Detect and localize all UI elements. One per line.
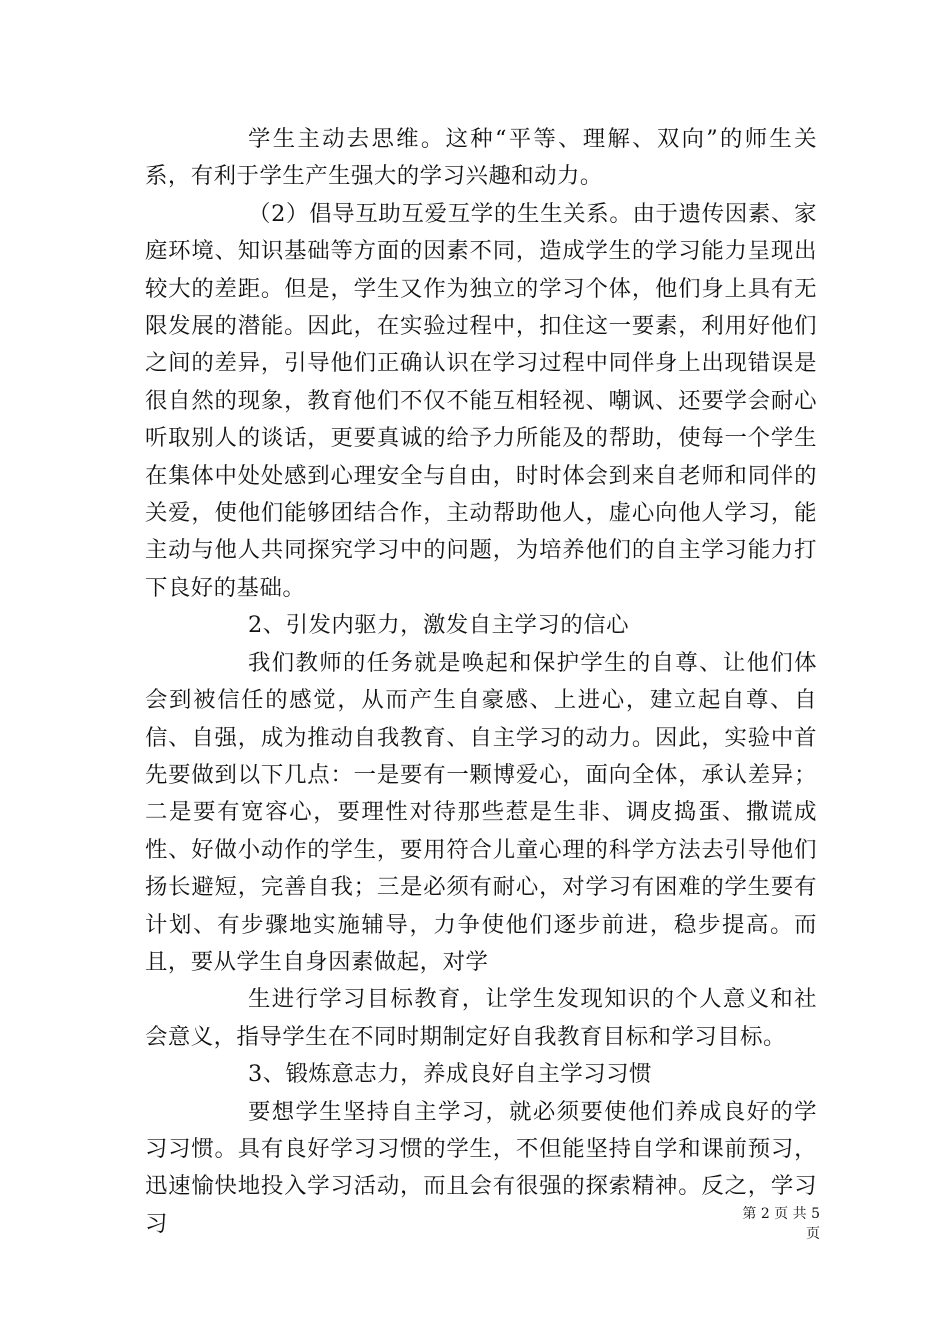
paragraph-study-habits: 要想学生坚持自主学习，就必须要使他们养成良好的学习习惯。具有良好学习习惯的学生，不但能坚持自学和课前预习，迅速愉快地投入学习活动，而且会有很强的探索精神。反之，学习习: [145, 1098, 817, 1237]
document-body: [145, 121, 817, 1243]
page-number-footer: 第 2 页 共 5 页: [742, 1206, 820, 1242]
paragraph-teacher-task: 我们教师的任务就是唤起和保护学生的自尊、让他们体会到被信任的感觉，从而产生自豪感、上进心，建立起自尊、自信、自强，成为推动自我教育、自主学习的动力。因此，实验中首先要做到以下几点：一是要有一颗博爱心，面向全体，承认差异；二是要有宽容心，要理性对待那些惹是生非、调皮捣蛋、撒谎成性、好做小动作的学生，要用符合儿童心理的科学方法去引导他们扬长避短，完善自我；三是必须有耐心，对学习有困难的学生要有计划、有步骤地实施辅导，力争使他们逐步前进，稳步提高。而且，要从学生自身因素做起，对学: [145, 649, 817, 975]
paragraph-learning-goals: 生进行学习目标教育，让学生发现知识的个人意义和社会意义，指导学生在不同时期制定好自我教育目标和学习目标。: [145, 986, 817, 1050]
paragraph-teacher-student-relation-end: 学生主动去思维。这种“平等、理解、双向”的师生关系，有利于学生产生强大的学习兴趣和动力。: [145, 126, 817, 190]
section-heading-2: 2、引发内驱力，激发自主学习的信心: [248, 612, 629, 639]
paragraph-student-relation: （2）倡导互助互爱互学的生生关系。由于遗传因素、家庭环境、知识基础等方面的因素不同，造成学生的学习能力呈现出较大的差距。但是，学生又作为独立的学习个体，他们身上具有无限发展的潜能。因此，在实验过程中，扣住这一要素，利用好他们之间的差异，引导他们正确认识在学习过程中同伴身上出现错误是很自然的现象，教育他们不仅不能互相轻视、嘲讽、还要学会耐心听取别人的谈话，更要真诚的给予力所能及的帮助，使每一个学生在集体中处处感到心理安全与自由，时时体会到来自老师和同伴的关爱，使他们能够团结合作，主动帮助他人，虚心向他人学习，能主动与他人共同探究学习中的问题，为培养他们的自主学习能力打下良好的基础。: [145, 200, 817, 601]
section-heading-3: 3、锻炼意志力，养成良好自主学习习惯: [248, 1061, 652, 1088]
